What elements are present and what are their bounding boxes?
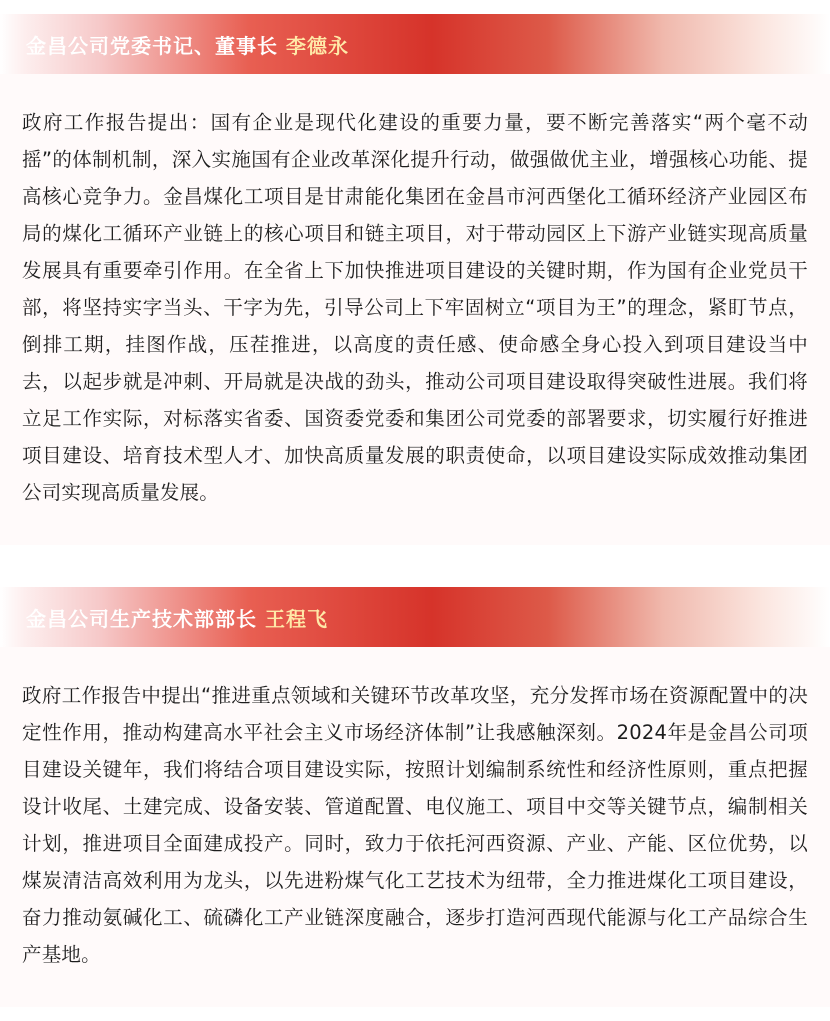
speaker-name-first: 李德永 <box>286 33 349 58</box>
section-header-band-second <box>0 587 830 647</box>
page-bottom-spacer <box>0 1007 830 1021</box>
speaker-role-first: 金昌公司党委书记、董事长 <box>26 33 278 58</box>
paragraph-second: 政府工作报告中提出“推进重点领域和关键环节改革攻坚，充分发挥市场在资源配置中的决定性作用，推动构建高水平社会主义市场经济体制”让我感触深刻。2024年是金昌公司项目建设关键年，我们将结合项目建设实际，按照计划编制系统性和经济性原则，重点把握设计收尾、土建完成、设备安装、管道配置、电仪施工、项目中交等关键节点，编制相关计划，推进项目全面建成投产。同时，致力于依托河西资源、产业、产能、区位优势，以煤炭清洁高效利用为龙头，以先进粉煤气化工艺技术为纽带，全力推进煤化工项目建设，奋力推动氨碱化工、硫磷化工产业链深度融合，逐步打造河西现代能源与化工产品综合生产基地。 <box>22 684 808 966</box>
section-first <box>0 14 830 545</box>
band-title-second <box>0 603 328 632</box>
band-inner-first <box>0 14 830 74</box>
section-body-first <box>0 74 830 545</box>
speaker-role-second: 金昌公司生产技术部部长 <box>26 606 257 631</box>
band-title-first <box>0 30 349 59</box>
band-inner-second <box>0 587 830 647</box>
section-divider-spacer <box>0 545 830 587</box>
page-top-spacer <box>0 0 830 14</box>
section-body-second <box>0 647 830 1007</box>
section-second <box>0 587 830 1007</box>
paragraph-first: 政府工作报告提出：国有企业是现代化建设的重要力量，要不断完善落实“两个毫不动摇”的体制机制，深入实施国有企业改革深化提升行动，做强做优主业，增强核心功能、提高核心竞争力。金昌煤化工项目是甘肃能化集团在金昌市河西堡化工循环经济产业园区布局的煤化工循环产业链上的核心项目和链主项目，对于带动园区上下游产业链实现高质量发展具有重要牵引作用。在全省上下加快推进项目建设的关键时期，作为国有企业党员干部，将坚持实字当头、干字为先，引导公司上下牢固树立“项目为王”的理念，紧盯节点，倒排工期，挂图作战，压茬推进，以高度的责任感、使命感全身心投入到项目建设当中去，以起步就是冲刺、开局就是决战的劲头，推动公司项目建设取得突破性进展。我们将立足工作实际，对标落实省委、国资委党委和集团公司党委的部署要求，切实履行好推进项目建设、培育技术型人才、加快高质量发展的职责使命，以项目建设实际成效推动集团公司实现高质量发展。 <box>22 111 808 504</box>
speaker-name-second: 王程飞 <box>265 606 328 631</box>
section-header-band-first <box>0 14 830 74</box>
